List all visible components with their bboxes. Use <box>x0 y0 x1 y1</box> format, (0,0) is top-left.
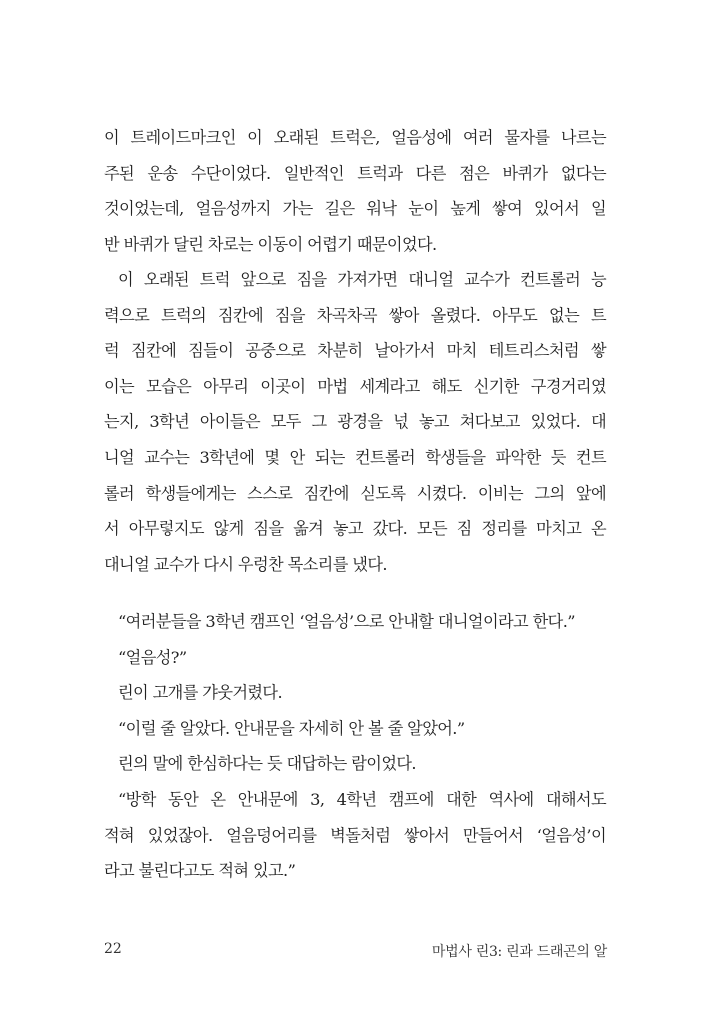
dialogue-line: 린의 말에 한심하다는 듯 대답하는 람이었다. <box>118 754 416 774</box>
text-line: 이 트레이드마크인 이 오래된 트럭은, 얼음성에 여러 물자를 나르는 <box>104 128 606 147</box>
page-number: 22 <box>104 941 122 957</box>
text-line: 반 바퀴가 달린 차로는 이동이 어렵기 때문이었다. <box>104 234 437 254</box>
text-line: 서 아무렇지도 않게 짐을 옮겨 놓고 갔다. 모든 짐 정리를 마치고 온 <box>104 519 606 539</box>
dialogue-section <box>104 604 606 889</box>
text-line: 이 오래된 트럭 앞으로 짐을 가져가면 대니얼 교수가 컨트롤러 능 <box>118 270 606 289</box>
dialogue-line: 적혀 있었잖아. 얼음덩어리를 벽돌처럼 쌓아서 만들어서 ‘얼음성’이 <box>104 825 606 845</box>
text-line: 주된 운송 수단이었다. 일반적인 트럭과 다른 점은 바퀴가 없다는 <box>104 163 606 183</box>
running-title: 마법사 린3: 린과 드래곤의 알 <box>431 944 607 960</box>
dialogue-line: “이럴 줄 알았다. 안내문을 자세히 안 볼 줄 알았어.” <box>118 718 465 738</box>
paragraph-1 <box>104 120 606 262</box>
paragraph-2 <box>104 262 606 582</box>
text-line: 럭 짐칸에 짐들이 공중으로 차분히 날아가서 마치 테트리스처럼 쌓 <box>104 341 606 361</box>
text-line: 롤러 학생들에게는 스스로 짐칸에 싣도록 시켰다. 이비는 그의 앞에 <box>104 483 606 503</box>
dialogue-line: “얼음성?” <box>118 647 187 667</box>
text-line: 대니얼 교수가 다시 우렁찬 목소리를 냈다. <box>104 554 387 574</box>
dialogue-line: “방학 동안 온 안내문에 3, 4학년 캠프에 대한 역사에 대해서도 <box>118 789 606 809</box>
text-line: 이는 모습은 아무리 이곳이 마법 세계라고 해도 신기한 구경거리였 <box>104 376 606 396</box>
text-line: 는지, 3학년 아이들은 모두 그 광경을 넋 놓고 쳐다보고 있었다. 대 <box>104 412 606 432</box>
text-line: 력으로 트럭의 짐칸에 짐을 차곡차곡 쌓아 올렸다. 아무도 없는 트 <box>104 305 606 325</box>
dialogue-line: “여러분들을 3학년 캠프인 ‘얼음성’으로 안내할 대니얼이라고 한다.” <box>118 612 575 631</box>
text-line: 것이었는데, 얼음성까지 가는 길은 워낙 눈이 높게 쌓여 있어서 일 <box>104 199 606 219</box>
dialogue-line: 라고 불린다고도 적혀 있고.” <box>104 861 296 881</box>
text-line: 니얼 교수는 3학년에 몇 안 되는 컨트롤러 학생들을 파악한 듯 컨트 <box>104 447 606 467</box>
dialogue-line: 린이 고개를 갸웃거렸다. <box>118 683 283 703</box>
